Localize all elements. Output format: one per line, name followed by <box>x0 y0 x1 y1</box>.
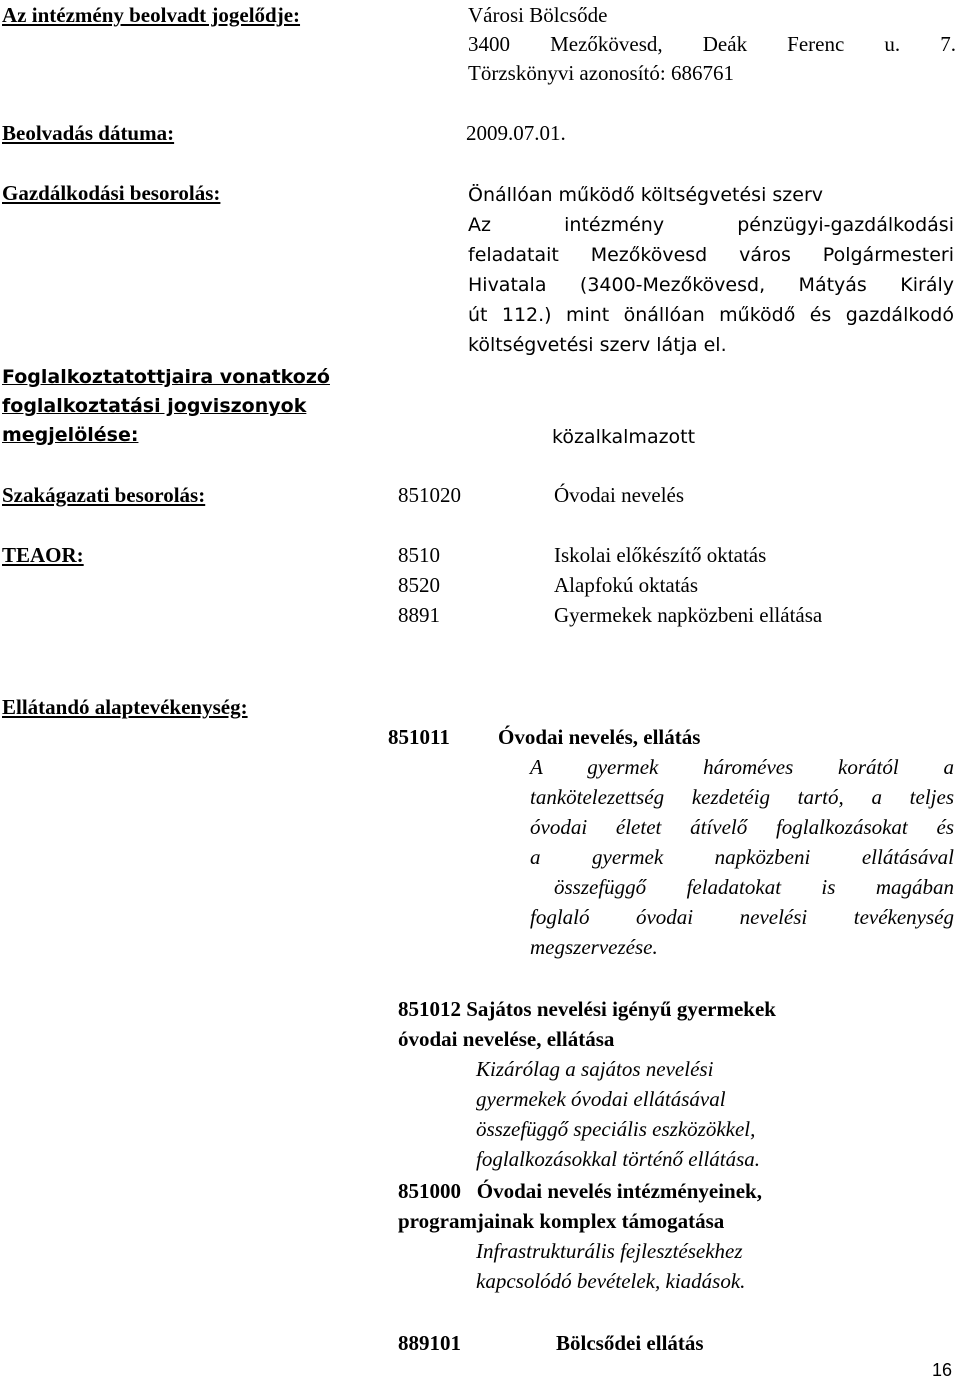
activity-title: 851000 Óvodai nevelés intézményeinek, <box>398 1179 762 1203</box>
merge-date: 2009.07.01. <box>466 121 566 145</box>
activity-desc: foglalkozásokkal történő ellátása. <box>476 1147 761 1171</box>
finance-label: Gazdálkodási besorolás: <box>2 181 221 205</box>
sector-code: 851020 <box>398 483 461 507</box>
sector-label: Szakágazati besorolás: <box>2 483 206 507</box>
activity-desc: tankötelezettség kezdetéig tartó, a teljes <box>530 785 954 809</box>
activity-desc: óvodai életet átívelő foglalkozásokat és <box>530 815 954 839</box>
teaor-code: 8510 <box>398 543 440 567</box>
activity-code: 889101 <box>398 1331 461 1355</box>
activity-title: Bölcsődei ellátás <box>556 1331 704 1355</box>
core-label: Ellátandó alaptevékenység: <box>2 695 248 719</box>
predecessor-label: Az intézmény beolvadt jogelődje: <box>2 3 301 27</box>
activity-desc: Infrastrukturális fejlesztésekhez <box>476 1239 743 1263</box>
teaor-name: Iskolai előkészítő oktatás <box>554 543 767 567</box>
finance-line: Az intézmény pénzügyi-gazdálkodási <box>468 214 954 236</box>
activity-desc: Kizárólag a sajátos nevelési <box>476 1057 714 1081</box>
teaor-code: 8520 <box>398 573 440 597</box>
activity-desc: foglaló óvodai nevelési tevékenység <box>530 905 954 929</box>
sector-name: Óvodai nevelés <box>554 483 685 507</box>
predecessor-address: 3400 Mezőkövesd, Deák Ferenc u. 7. <box>468 32 956 56</box>
activity-title: 851012 Sajátos nevelési igényű gyermekek <box>398 997 776 1021</box>
teaor-code: 8891 <box>398 603 440 627</box>
finance-line: költségvetési szerv látja el. <box>468 334 727 356</box>
finance-line: feladatait Mezőkövesd város Polgármesteri <box>468 244 954 266</box>
activity-desc: megszervezése. <box>530 935 658 959</box>
finance-line: Önállóan működő költségvetési szerv <box>468 184 824 206</box>
finance-line: út 112.) mint önállóan működő és gazdálkodó <box>468 304 954 326</box>
activity-desc: a gyermek napközbeni ellátásával <box>530 845 954 869</box>
merge-label: Beolvadás dátuma: <box>2 121 175 145</box>
predecessor-registry: Törzskönyvi azonosító: 686761 <box>468 61 734 85</box>
employment-value: közalkalmazott <box>552 426 696 448</box>
activity-code: 851011 <box>388 725 450 749</box>
activity-title: Óvodai nevelés, ellátás <box>498 725 701 749</box>
activity-desc: gyermekek óvodai ellátásával <box>476 1087 726 1111</box>
teaor-label: TEAOR: <box>2 543 84 567</box>
employment-label: Foglalkoztatottjaira vonatkozó <box>2 366 330 388</box>
activity-title: programjainak komplex támogatása <box>398 1209 725 1233</box>
teaor-name: Alapfokú oktatás <box>554 573 699 597</box>
finance-line: Hivatala (3400-Mezőkövesd, Mátyás Király <box>468 274 954 296</box>
teaor-name: Gyermekek napközbeni ellátása <box>554 603 823 627</box>
employment-label: foglalkoztatási jogviszonyok <box>2 395 307 417</box>
employment-label: megjelölése: <box>2 424 139 446</box>
predecessor-name: Városi Bölcsőde <box>468 3 608 27</box>
page-number: 16 <box>932 1360 953 1380</box>
activity-title: óvodai nevelése, ellátása <box>398 1027 615 1051</box>
activity-desc: kapcsolódó bevételek, kiadások. <box>476 1269 746 1293</box>
activity-desc: összefüggő speciális eszközökkel, <box>476 1117 756 1141</box>
activity-desc: A gyermek hároméves korától a <box>530 755 954 779</box>
activity-desc: összefüggő feladatokat is magában <box>554 875 954 899</box>
